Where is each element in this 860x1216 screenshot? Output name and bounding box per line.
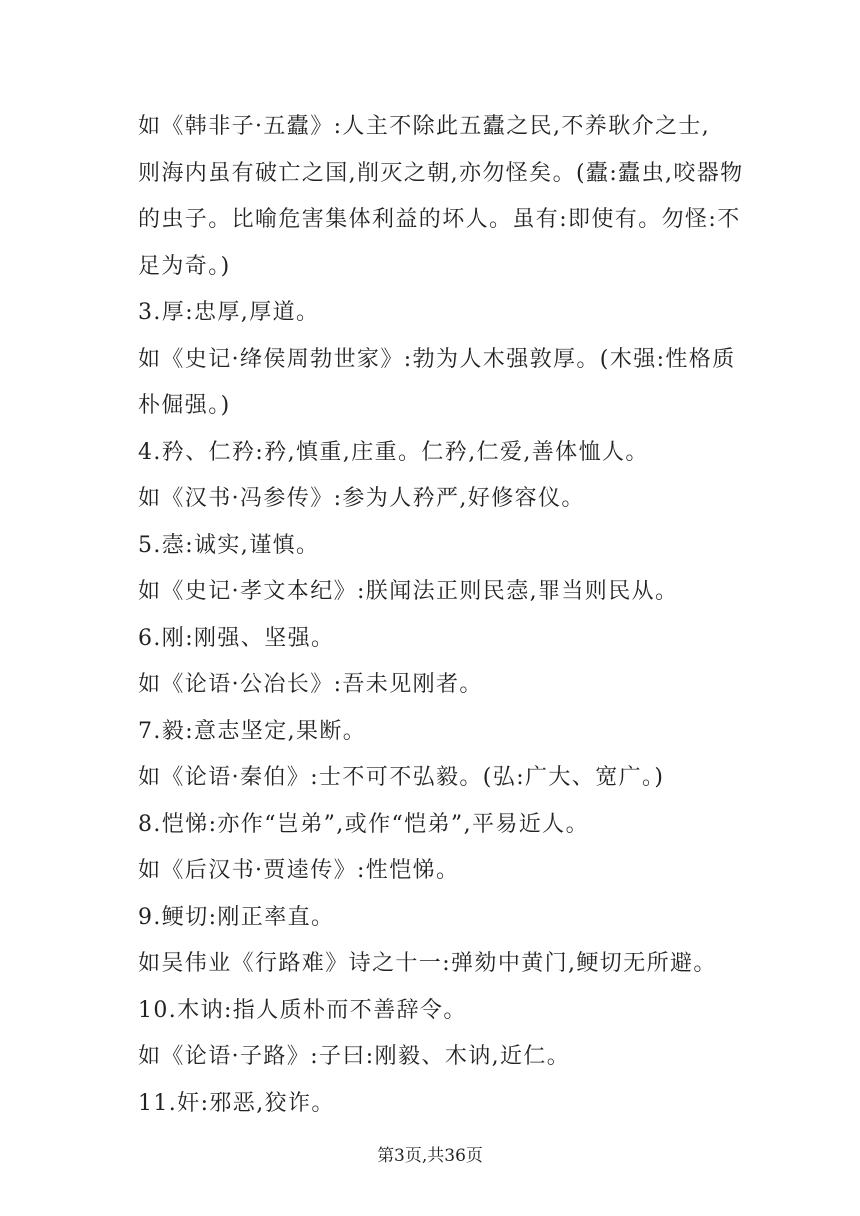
text-line: 如《论语·子路》:子曰:刚毅、木讷,近仁。 <box>138 1044 571 1069</box>
text-line: 如《论语·公冶长》:吾未见刚者。 <box>138 672 483 697</box>
text-line: 如《韩非子·五蠹》:人主不除此五蠹之民,不养耿介之士, <box>138 114 711 139</box>
document-body <box>138 104 744 1127</box>
text-line: 10.木讷:指人质朴而不善辞令。 <box>138 997 467 1023</box>
text-line: 8.恺悌:亦作“岂弟”,或作“恺弟”,平易近人。 <box>138 811 589 837</box>
text-line: 6.刚:刚强、坚强。 <box>138 625 335 651</box>
text-line: 如《史记·绛侯周勃世家》:勃为人木强敦厚。(木强:性格质 <box>138 346 736 372</box>
text-line: 4.矜、仁矜:矜,慎重,庄重。仁矜,仁爱,善体恤人。 <box>138 439 649 465</box>
text-line: 如《史记·孝文本纪》:朕闻法正则民悫,罪当则民从。 <box>138 579 679 604</box>
text-line: 如《后汉书·贾逵传》:性恺悌。 <box>138 858 460 883</box>
text-line: 的虫子。比喻危害集体利益的坏人。虽有:即使有。勿怪:不 <box>138 207 741 232</box>
text-line: 9.鲠切:刚正率直。 <box>138 904 335 930</box>
text-line: 朴倔强。) <box>138 393 231 418</box>
text-line: 如《汉书·冯参传》:参为人矜严,好修容仪。 <box>138 486 585 511</box>
text-line: 3.厚:忠厚,厚道。 <box>138 300 320 325</box>
text-line: 足为奇。) <box>138 253 231 279</box>
text-line: 7.毅:意志坚定,果断。 <box>138 718 367 744</box>
text-line: 则海内虽有破亡之国,削灭之朝,亦勿怪矣。(蠹:蠹虫,咬器物 <box>138 160 744 186</box>
text-line: 如《论语·秦伯》:士不可不弘毅。(弘:广大、宽广。) <box>138 765 665 790</box>
page-number: 第3页,共36页 <box>377 1146 483 1166</box>
text-line: 11.奸:邪恶,狡诈。 <box>138 1090 335 1116</box>
text-line: 5.悫:诚实,谨慎。 <box>138 532 320 558</box>
text-line: 如吴伟业《行路难》诗之十一:弹劾中黄门,鲠切无所避。 <box>138 951 717 976</box>
